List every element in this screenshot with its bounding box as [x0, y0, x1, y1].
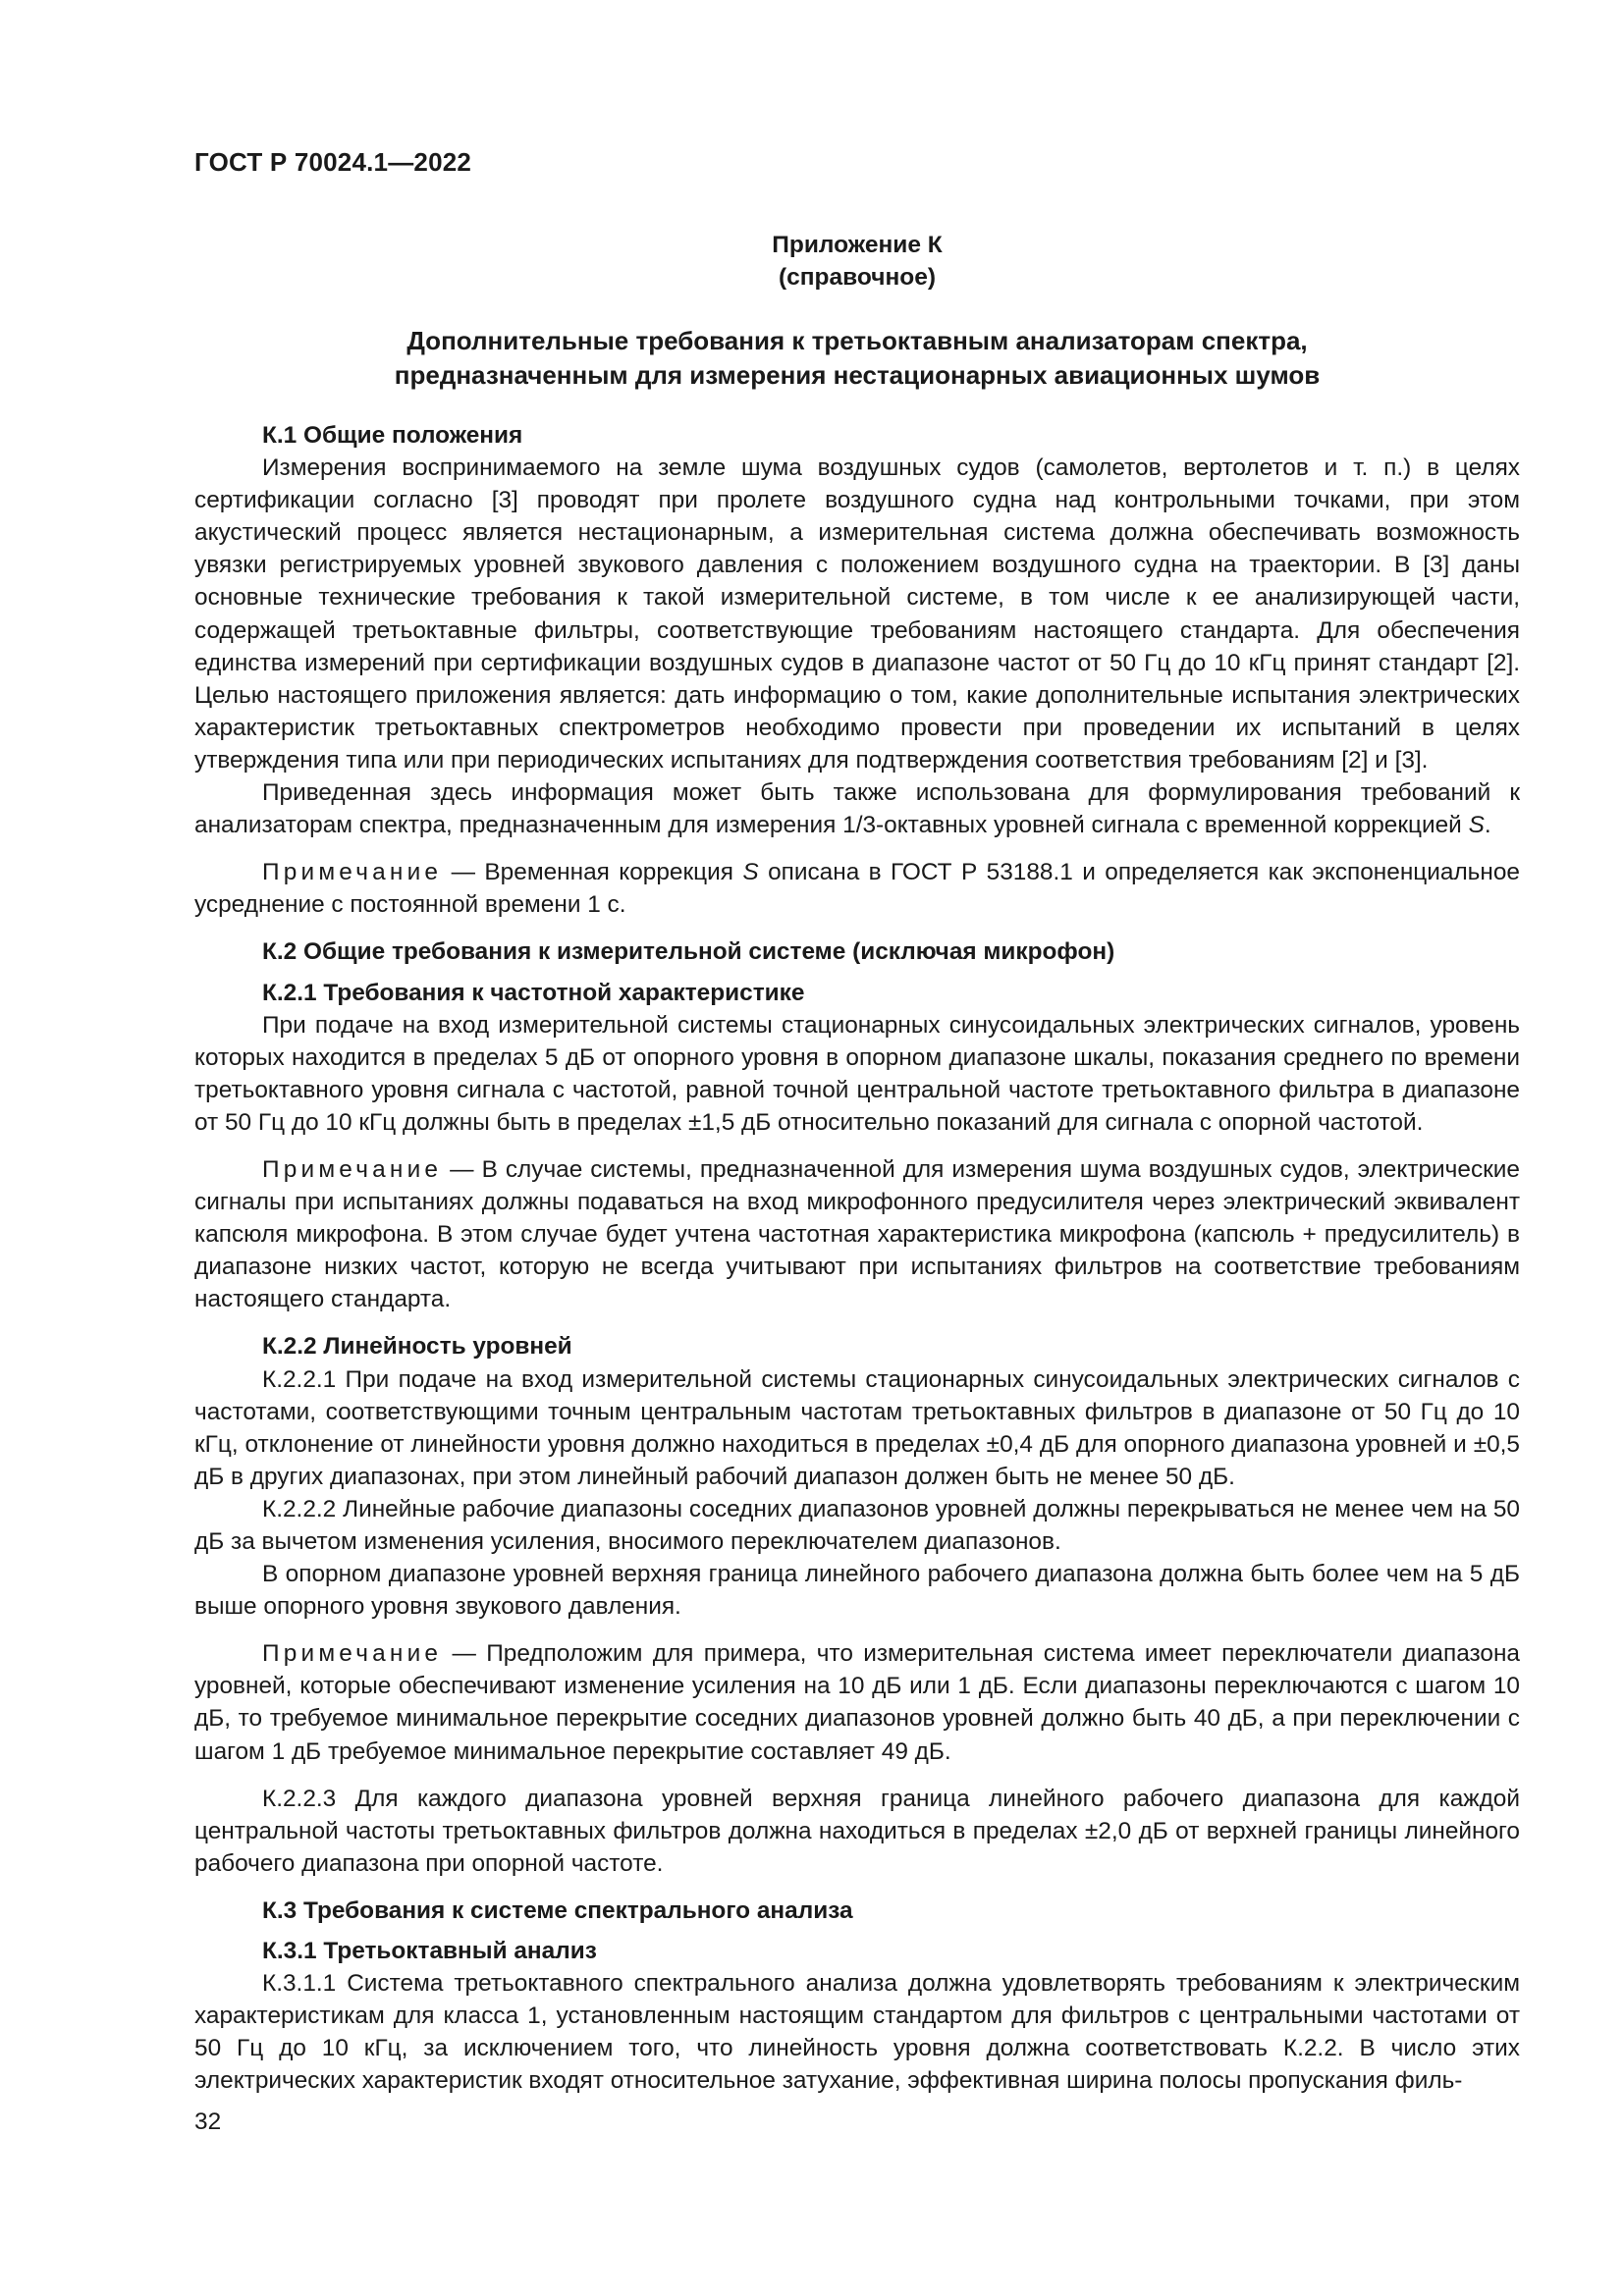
subsection-heading-k31: К.3.1 Третьоктавный анализ — [262, 1938, 597, 1965]
note-k1-text-b: описана в ГОСТ Р 53188.1 и определяется как экспоненциальное усреднение с постоянной времени 1 с. — [194, 859, 1520, 919]
paragraph-k221: К.2.2.1 При подаче на вход измерительной системы стационарных синусоидальных электрических сигналов с частотами, соответствующими точным центральным частотам третьоктавных фильтров в диапазоне от 50 Гц до 10 кГц, отклонение от линейности уровня должно находиться в пределах ±0,4 дБ для опорного диапазона уровней и ±0,5 дБ в других диапазонах, при этом линейный рабочий диапазон должен быть не менее 50 дБ. — [194, 1365, 1520, 1490]
note-k21-text: — В случае системы, предназначенной для измерения шума воздушных судов, электрические сигналы при испытаниях должны подаваться на вход микрофонного предусилителя через электрический эквивалент капсюля микрофона. В этом случае будет учтена частотная характеристика микрофона (капсюль + предусилитель) в диапазоне низких частот, которую не всегда учитывают при испытаниях фильтров на соответствие требованиям настоящего стандарта. — [194, 1155, 1520, 1313]
paragraph-k21: При подаче на вход измерительной системы стационарных синусоидальных электрических сигналов, уровень которых находится в пределах 5 дБ от опорного уровня в опорном диапазоне шкалы, показания среднего по времени третьоктавного уровня сигнала с частотой, равной точной центральной частоте третьоктавного фильтра в диапазоне от 50 Гц до 10 кГц должны быть в пределах ±1,5 дБ относительно показаний для сигнала с опорной частотой. — [194, 1011, 1520, 1136]
note-k1-symbol: S — [742, 859, 759, 886]
annex-title-line2: предназначенным для измерения нестационарных авиационных шумов — [394, 360, 1321, 390]
paragraph-k1-2-symbol: S — [1468, 812, 1485, 839]
paragraph-k1-2-text: Приведенная здесь информация может быть также использована для формулирования требований к анализаторам спектра, предназначенным для измерения 1/3-октавных уровней сигнала с временной коррекцией — [194, 779, 1520, 839]
paragraph-k1-1: Измерения воспринимаемого на земле шума воздушных судов (самолетов, вертолетов и т. п.) в целях сертификации согласно [3] проводят при пролете воздушного судна над контрольными точками, при этом акустический процесс является нестационарным, а измерительная система должна обеспечивать возможность увязки регистрируемых уровней звукового давления с положением воздушного судна на траектории. В [3] даны основные технические требования к такой измерительной системе, в том числе к ее анализирующей части, содержащей третьоктавные фильтры, соответствующие требованиям настоящего стандарта. Для обеспечения единства измерений при сертификации воздушных судов в диапазоне частот от 50 Гц до 10 кГц принят стандарт [2]. Целью настоящего приложения является: дать информацию о том, какие дополнительные испытания электрических характеристик третьоктавных спектрометров необходимо провести при проведении их испытаний в целях утверждения типа или при периодических испытаниях для подтверждения соответствия требованиям [2] и [3]. — [194, 454, 1520, 774]
note-k222 — [194, 1637, 1520, 1767]
section-heading-k2: К.2 Общие требования к измерительной системе (исключая микрофон) — [262, 938, 1115, 966]
annex-heading — [194, 229, 1520, 294]
annex-title-line1: Дополнительные требования к третьоктавным анализаторам спектра, — [406, 326, 1308, 355]
paragraph-k1-2-end: . — [1484, 812, 1491, 839]
paragraph-k222: К.2.2.2 Линейные рабочие диапазоны соседних диапазонов уровней должны перекрываться не менее чем на 50 дБ за вычетом изменения усиления, вносимого переключателем диапазонов. — [194, 1495, 1520, 1555]
note-k21 — [194, 1153, 1520, 1315]
paragraph-k311: К.3.1.1 Система третьоктавного спектрального анализа должна удовлетворять требованиям к электрическим характеристикам для класса 1, установленным настоящим стандартом для фильтров с центральными частотами от 50 Гц до 10 кГц, за исключением того, что линейность уровня должна соответствовать К.2.2. В число этих электрических характеристик входят относительное затухание, эффективная ширина полосы пропускания филь- — [194, 1970, 1520, 2095]
note-k1-text-a: — Временная коррекция — [442, 859, 743, 886]
annex-label: Приложение К — [772, 232, 943, 258]
paragraph-k223: К.2.2.3 Для каждого диапазона уровней верхняя граница линейного рабочего диапазона для каждой центральной частоты третьоктавных фильтров должна находиться в пределах ±2,0 дБ от верхней границы линейного рабочего диапазона при опорной частоте. — [194, 1785, 1520, 1877]
page-number: 32 — [194, 2109, 222, 2135]
note-label: Примечание — [262, 859, 443, 886]
standard-code: ГОСТ Р 70024.1—2022 — [194, 147, 472, 177]
body-text — [194, 419, 1520, 2098]
annex-title — [194, 324, 1520, 393]
subsection-heading-k21: К.2.1 Требования к частотной характеристике — [262, 979, 805, 1006]
annex-type: (справочное) — [778, 264, 937, 291]
paragraph-k222-2: В опорном диапазоне уровней верхняя граница линейного рабочего диапазона должна быть более чем на 5 дБ выше опорного уровня звукового давления. — [194, 1561, 1520, 1621]
subsection-heading-k22: К.2.2 Линейность уровней — [262, 1333, 572, 1361]
paragraph-k1-2 — [194, 776, 1520, 841]
section-heading-k3: К.3 Требования к системе спектрального анализа — [262, 1896, 853, 1924]
note-k222-text: — Предположим для примера, что измерительная система имеет переключатели диапазона уровней, которые обеспечивают изменение усиления на 10 дБ или 1 дБ. Если диапазоны переключаются с шагом 10 дБ, то требуемое минимальное перекрытие соседних диапазонов уровней должно быть 40 дБ, а при переключении с шагом 1 дБ требуемое минимальное перекрытие составляет 49 дБ. — [194, 1640, 1520, 1765]
note-label: Примечание — [262, 1640, 443, 1668]
note-k1 — [194, 856, 1520, 921]
note-label: Примечание — [262, 1155, 443, 1183]
section-heading-k1: К.1 Общие положения — [262, 422, 523, 449]
